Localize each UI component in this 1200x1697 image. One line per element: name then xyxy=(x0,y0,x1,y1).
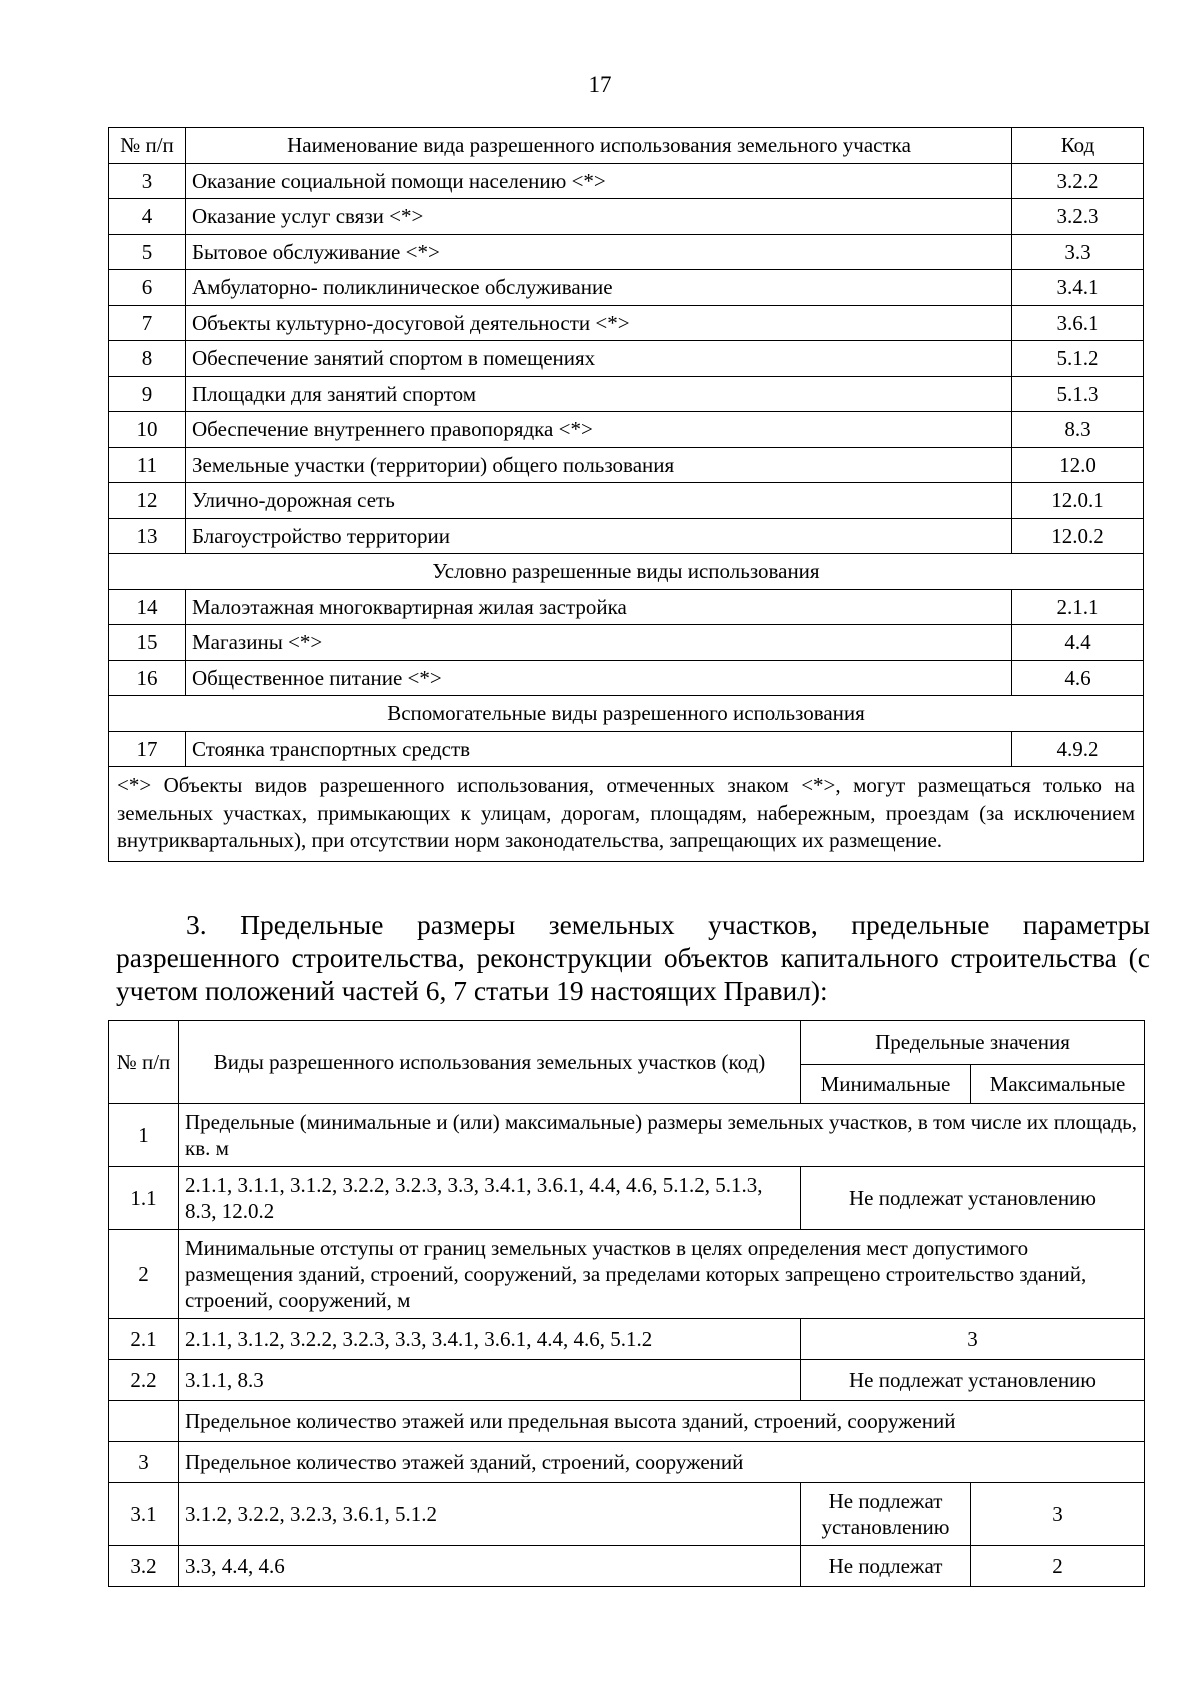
section-conditional-heading: Условно разрешенные виды использования xyxy=(109,554,1144,590)
row-code: 3.2.2 xyxy=(1012,163,1144,199)
row-num: 3.2 xyxy=(109,1546,179,1587)
table-row xyxy=(109,625,1144,661)
row-name: Малоэтажная многоквартирная жилая застройка xyxy=(186,589,1012,625)
row-text: Предельные (минимальные и (или) максимальные) размеры земельных участков, в том числе их площадь, кв. м xyxy=(179,1104,1145,1167)
row-num: 14 xyxy=(109,589,186,625)
row-num: 4 xyxy=(109,199,186,235)
row-num: 9 xyxy=(109,376,186,412)
row-num: 2 xyxy=(109,1230,179,1319)
row-num: 1.1 xyxy=(109,1167,179,1230)
row-codes: 3.1.2, 3.2.2, 3.2.3, 3.6.1, 5.1.2 xyxy=(179,1483,801,1546)
row-num: 8 xyxy=(109,341,186,377)
header-num: № п/п xyxy=(109,128,186,164)
table-row xyxy=(109,163,1144,199)
row-num: 3.1 xyxy=(109,1483,179,1546)
row-name: Оказание услуг связи <*> xyxy=(186,199,1012,235)
row-name: Благоустройство территории xyxy=(186,518,1012,554)
row-code: 3.6.1 xyxy=(1012,305,1144,341)
table-row xyxy=(109,412,1144,448)
row-num: 16 xyxy=(109,660,186,696)
row-num: 17 xyxy=(109,731,186,767)
row-text: Минимальные отступы от границ земельных участков в целях определения мест допустимого размещения зданий, строений, сооружений, за пределами которых запрещено строительство зданий, строений, сооружений, м xyxy=(179,1230,1145,1319)
table-row xyxy=(109,376,1144,412)
row-num: 3 xyxy=(109,1442,179,1483)
row-name: Объекты культурно-досуговой деятельности <*> xyxy=(186,305,1012,341)
row-num xyxy=(109,1401,179,1442)
row-code: 4.6 xyxy=(1012,660,1144,696)
row-num: 12 xyxy=(109,483,186,519)
row-max: 2 xyxy=(971,1546,1145,1587)
section-auxiliary-heading: Вспомогательные виды разрешенного использования xyxy=(109,696,1144,732)
table-row xyxy=(109,1319,1145,1360)
row-codes: 2.1.1, 3.1.1, 3.1.2, 3.2.2, 3.2.3, 3.3, 3.4.1, 3.6.1, 4.4, 4.6, 5.1.2, 5.1.3, 8.3, 12.0.2 xyxy=(179,1167,801,1230)
row-name: Амбулаторно- поликлиническое обслуживание xyxy=(186,270,1012,306)
row-num: 1 xyxy=(109,1104,179,1167)
row-num: 15 xyxy=(109,625,186,661)
row-num: 6 xyxy=(109,270,186,306)
page-number: 17 xyxy=(588,72,612,97)
row-num: 2.1 xyxy=(109,1319,179,1360)
row-value: Не подлежат установлению xyxy=(801,1167,1145,1230)
permitted-use-table xyxy=(108,127,1144,862)
row-min: Не подлежат установлению xyxy=(801,1483,971,1546)
table-row xyxy=(109,660,1144,696)
row-name: Площадки для занятий спортом xyxy=(186,376,1012,412)
header-limits: Предельные значения xyxy=(801,1021,1145,1065)
table-row xyxy=(109,1442,1145,1483)
row-num: 5 xyxy=(109,234,186,270)
row-name: Общественное питание <*> xyxy=(186,660,1012,696)
row-text: Предельное количество этажей или предельная высота зданий, строений, сооружений xyxy=(179,1401,1145,1442)
note-row xyxy=(109,767,1144,862)
row-name: Обеспечение внутреннего правопорядка <*> xyxy=(186,412,1012,448)
table-row xyxy=(109,1167,1145,1230)
row-codes: 3.3, 4.4, 4.6 xyxy=(179,1546,801,1587)
row-num: 2.2 xyxy=(109,1360,179,1401)
row-codes: 2.1.1, 3.1.2, 3.2.2, 3.2.3, 3.3, 3.4.1, 3.6.1, 4.4, 4.6, 5.1.2 xyxy=(179,1319,801,1360)
section-row xyxy=(109,554,1144,590)
table-row xyxy=(109,483,1144,519)
header-name: Наименование вида разрешенного использования земельного участка xyxy=(186,128,1012,164)
limits-table xyxy=(108,1020,1145,1587)
row-name: Стоянка транспортных средств xyxy=(186,731,1012,767)
row-code: 4.4 xyxy=(1012,625,1144,661)
table-row xyxy=(109,1546,1145,1587)
row-num: 3 xyxy=(109,163,186,199)
row-name: Бытовое обслуживание <*> xyxy=(186,234,1012,270)
section-row xyxy=(109,696,1144,732)
row-code: 12.0 xyxy=(1012,447,1144,483)
table-row xyxy=(109,305,1144,341)
row-code: 12.0.2 xyxy=(1012,518,1144,554)
table-row xyxy=(109,270,1144,306)
table-row xyxy=(109,1360,1145,1401)
row-code: 3.3 xyxy=(1012,234,1144,270)
row-codes: 3.1.1, 8.3 xyxy=(179,1360,801,1401)
table-row xyxy=(109,731,1144,767)
table-header-row xyxy=(109,128,1144,164)
table-row xyxy=(109,589,1144,625)
header-kind: Виды разрешенного использования земельных участков (код) xyxy=(179,1021,801,1104)
table-row xyxy=(109,1104,1145,1167)
table-row xyxy=(109,199,1144,235)
table-row xyxy=(109,1230,1145,1319)
row-value: Не подлежат установлению xyxy=(801,1360,1145,1401)
row-code: 12.0.1 xyxy=(1012,483,1144,519)
row-name: Магазины <*> xyxy=(186,625,1012,661)
row-min: Не подлежат xyxy=(801,1546,971,1587)
table-row xyxy=(109,447,1144,483)
header-code: Код xyxy=(1012,128,1144,164)
row-num: 7 xyxy=(109,305,186,341)
table-row xyxy=(109,341,1144,377)
table-row xyxy=(109,1401,1145,1442)
row-code: 5.1.3 xyxy=(1012,376,1144,412)
row-value: 3 xyxy=(801,1319,1145,1360)
footnote: <*> Объекты видов разрешенного использования, отмеченных знаком <*>, могут размещаться только на земельных участках, примыкающих к улицам, дорогам, площадям, набережным, проездам (за исключением внутриквартальных), при отсутствии норм законодательства, запрещающих их размещение. xyxy=(109,767,1144,862)
row-code: 3.4.1 xyxy=(1012,270,1144,306)
row-code: 8.3 xyxy=(1012,412,1144,448)
section-3-paragraph: 3. Предельные размеры земельных участков, предельные параметры разрешенного строительства, реконструкции объектов капитального строительства (с учетом положений частей 6, 7 статьи 19 настоящих Правил): xyxy=(116,909,1150,1006)
header-min: Минимальные xyxy=(801,1064,971,1103)
row-num: 13 xyxy=(109,518,186,554)
row-code: 4.9.2 xyxy=(1012,731,1144,767)
row-name: Обеспечение занятий спортом в помещениях xyxy=(186,341,1012,377)
row-name: Оказание социальной помощи населению <*> xyxy=(186,163,1012,199)
row-num: 10 xyxy=(109,412,186,448)
row-code: 2.1.1 xyxy=(1012,589,1144,625)
row-max: 3 xyxy=(971,1483,1145,1546)
table-header-row xyxy=(109,1021,1145,1065)
table-row xyxy=(109,1483,1145,1546)
header-max: Максимальные xyxy=(971,1064,1145,1103)
row-code: 5.1.2 xyxy=(1012,341,1144,377)
table-row xyxy=(109,518,1144,554)
row-code: 3.2.3 xyxy=(1012,199,1144,235)
row-text: Предельное количество этажей зданий, строений, сооружений xyxy=(179,1442,1145,1483)
table-row xyxy=(109,234,1144,270)
header-num: № п/п xyxy=(109,1021,179,1104)
row-name: Улично-дорожная сеть xyxy=(186,483,1012,519)
row-name: Земельные участки (территории) общего пользования xyxy=(186,447,1012,483)
row-num: 11 xyxy=(109,447,186,483)
